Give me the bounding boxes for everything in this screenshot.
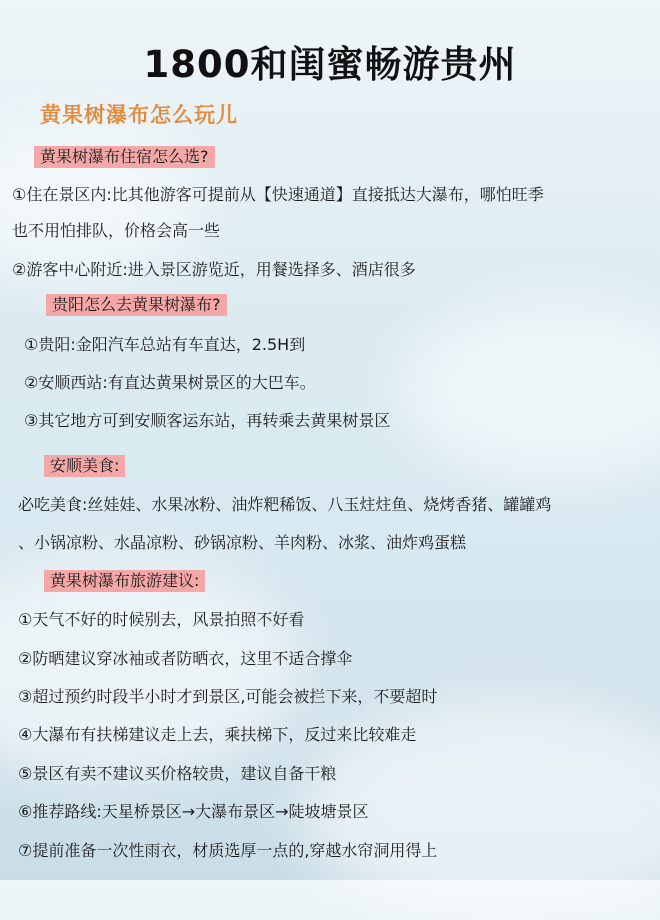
list-item: ②防晒建议穿冰袖或者防晒衣，这里不适合撑伞 — [18, 649, 353, 668]
section-heading-transport: 贵阳怎么去黄果树瀑布? — [46, 294, 227, 316]
list-item: ①天气不好的时候别去，风景拍照不好看 — [18, 610, 305, 629]
list-item: ⑦提前准备一次性雨衣，材质选厚一点的,穿越水帘洞用得上 — [18, 841, 438, 860]
page-subtitle: 黄果树瀑布怎么玩儿 — [40, 102, 238, 127]
list-item: ③超过预约时段半小时才到景区,可能会被拦下来，不要超时 — [18, 687, 438, 706]
page-title: 1800和闺蜜畅游贵州 — [143, 43, 517, 86]
list-item: ②游客中心附近:进入景区游览近，用餐选择多、酒店很多 — [12, 260, 416, 279]
list-item: ⑤景区有卖不建议买价格较贵，建议自备干粮 — [18, 764, 337, 783]
section-heading-accommodation: 黄果树瀑布住宿怎么选? — [34, 146, 215, 168]
list-item: ①贵阳:金阳汽车总站有车直达，2.5H到 — [24, 335, 306, 354]
list-item: 、小锅凉粉、水晶凉粉、砂锅凉粉、羊肉粉、冰浆、油炸鸡蛋糕 — [18, 533, 467, 552]
list-item: ⑥推荐路线:天星桥景区→大瀑布景区→陡坡塘景区 — [18, 802, 369, 821]
section-heading-food: 安顺美食: — [44, 455, 125, 477]
list-item: 必吃美食:丝娃娃、水果冰粉、油炸粑稀饭、八玉炷炷鱼、烧烤香猪、罐罐鸡 — [18, 495, 552, 514]
list-item: 也不用怕排队，价格会高一些 — [12, 221, 221, 240]
list-item: ①住在景区内:比其他游客可提前从【快速通道】直接抵达大瀑布，哪怕旺季 — [12, 185, 544, 204]
list-item: ②安顺西站:有直达黄果树景区的大巴车。 — [24, 373, 316, 392]
list-item: ④大瀑布有扶梯建议走上去，乘扶梯下，反过来比较难走 — [18, 725, 417, 744]
section-heading-tips: 黄果树瀑布旅游建议: — [44, 570, 205, 592]
list-item: ③其它地方可到安顺客运东站，再转乘去黄果树景区 — [24, 411, 391, 430]
